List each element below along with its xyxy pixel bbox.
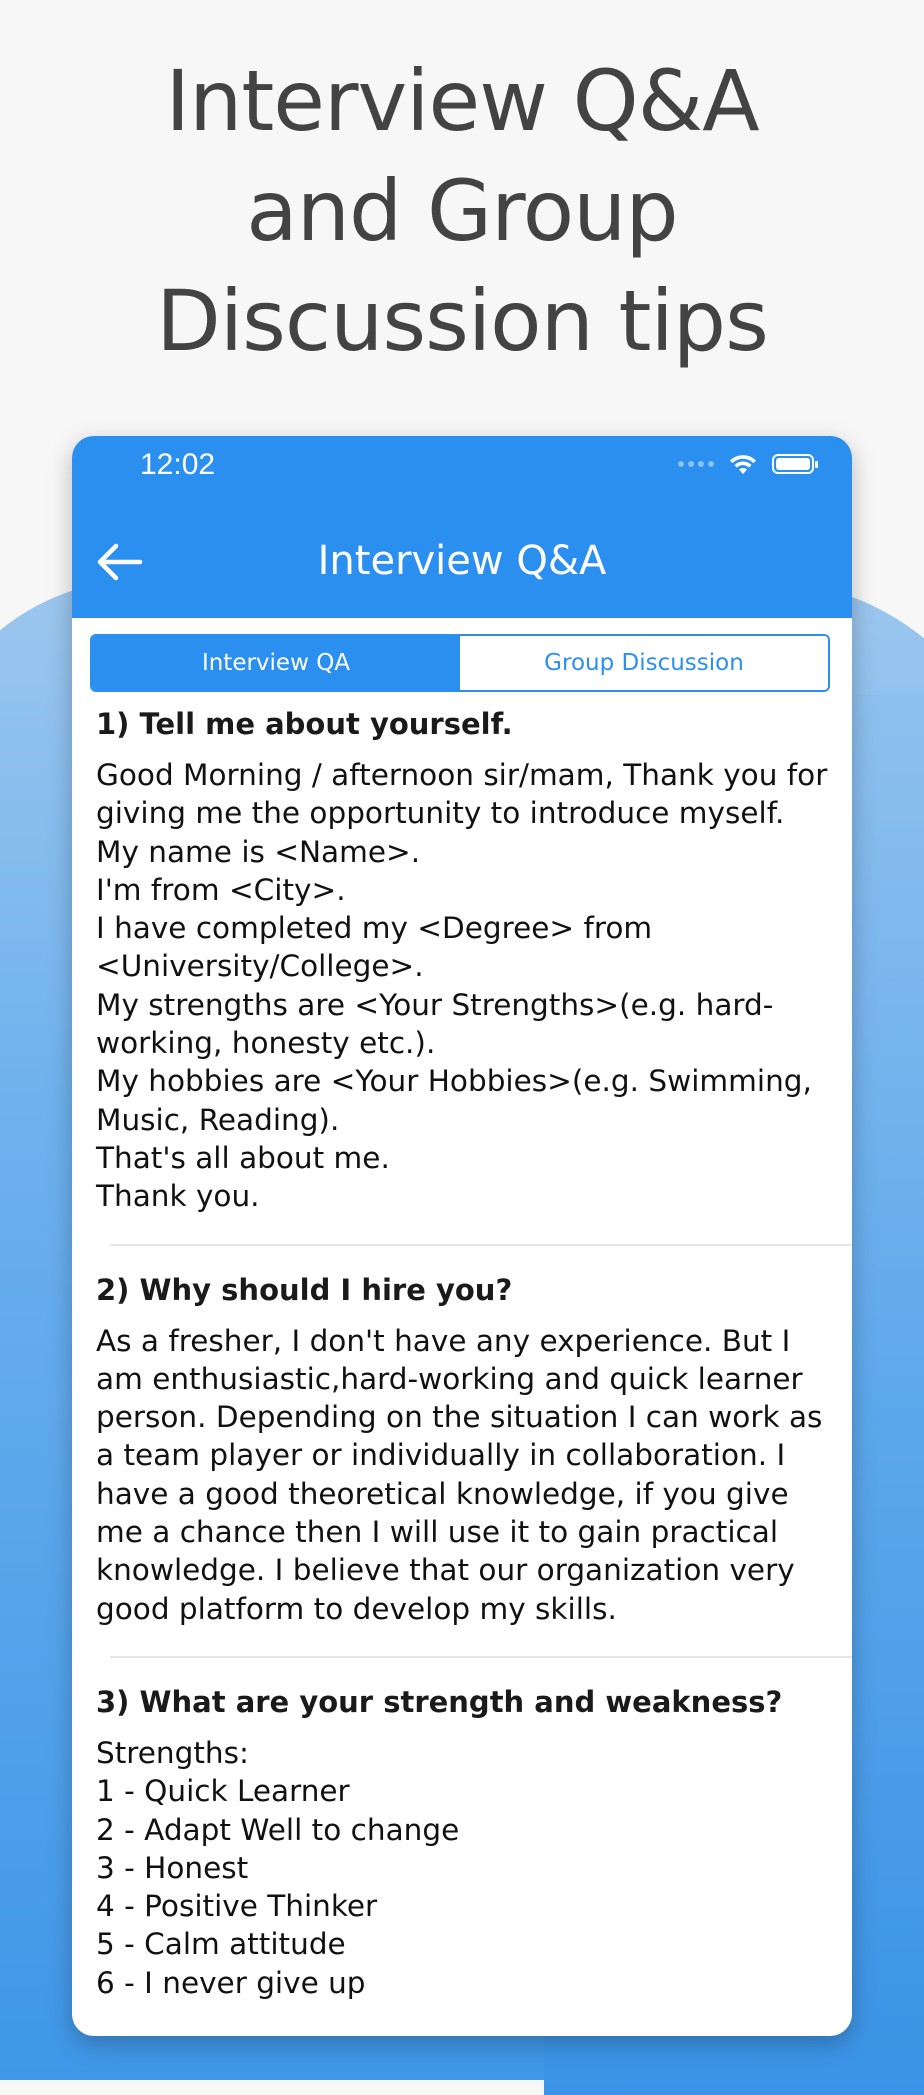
promo-headline <box>0 46 924 376</box>
qa-item <box>96 1684 832 2002</box>
status-time: 12:02 <box>140 448 216 481</box>
divider <box>110 1244 852 1246</box>
question-title: 1) Tell me about yourself. <box>96 707 513 741</box>
tab-interview-qa[interactable]: Interview QA <box>92 636 460 690</box>
promo-headline-line: Discussion tips <box>156 272 768 370</box>
app-bar <box>72 436 852 618</box>
answer-text: Good Morning / afternoon sir/mam, Thank you for giving me the opportunity to introduce myself. My name is <Name>. I'm from <City>. I have completed my <Degree> from <University/College>. My strengths are <Your Strengths>(e.g. hard-working, honesty etc.). My hobbies are <Your Hobbies>(e.g. Swimming, Music, Reading). That's all about me. Thank you. <box>96 758 828 1214</box>
battery-icon <box>772 454 814 474</box>
wifi-icon <box>728 452 758 476</box>
segmented-control <box>90 634 830 692</box>
answer-text: As a fresher, I don't have any experience. But I am enthusiastic,hard-working and quick learner person. Depending on the situation I can work as a team player or individually in collaboration. I have a good theoretical knowledge, if you give me a chance then I will use it to gain practical knowledge. I believe that our organization very good platform to develop my skills. <box>96 1323 823 1626</box>
page-title: Interview Q&A <box>317 538 607 584</box>
promo-headline-line: and Group <box>246 162 678 260</box>
cellular-signal-icon <box>678 461 714 467</box>
question-title: 3) What are your strength and weakness? <box>96 1684 783 1719</box>
qa-list <box>96 706 832 2002</box>
qa-item <box>96 706 832 1216</box>
question-title: 2) Why should I hire you? <box>96 1272 513 1307</box>
promo-headline-line: Interview Q&A <box>165 52 759 150</box>
answer-text: Strengths: 1 - Quick Learner 2 - Adapt Well to change 3 - Honest 4 - Positive Thinker 5 - Calm attitude 6 - I never give up <box>96 1735 460 2000</box>
status-icons <box>678 452 814 476</box>
tab-group-discussion[interactable]: Group Discussion <box>460 636 828 690</box>
phone-screen <box>72 436 852 2036</box>
qa-item <box>96 1272 832 1628</box>
divider <box>110 1656 852 1658</box>
